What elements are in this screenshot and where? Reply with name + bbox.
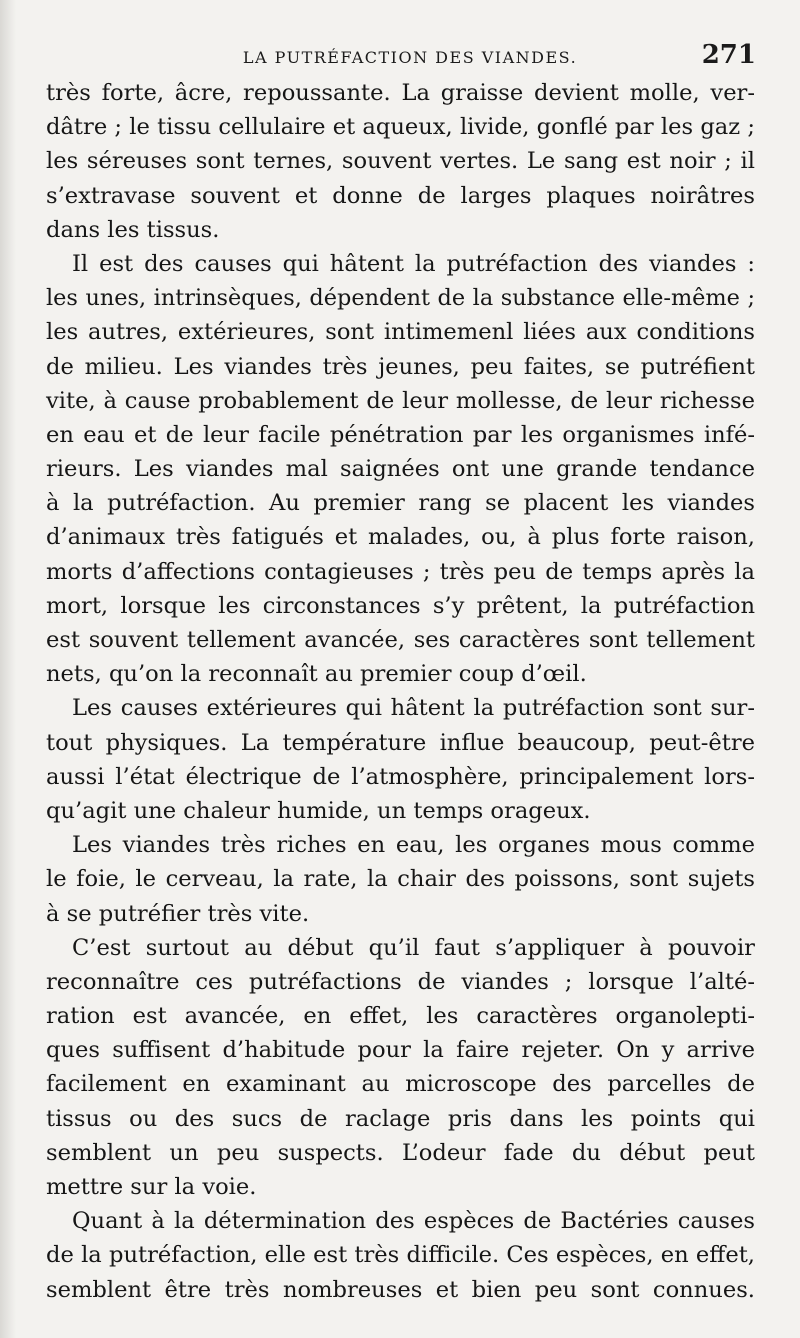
text-line: tissus ou des sucs de raclage pris dans les points qui xyxy=(46,1105,755,1132)
running-title: LA PUTRÉFACTION DES VIANDES. xyxy=(242,48,578,67)
text-line: de milieu. Les viandes très jeunes, peu faites, se putréfient xyxy=(46,353,755,380)
text-line: mort, lorsque les circonstances s’y prêtent, la putréfaction xyxy=(46,592,755,619)
text-line: très forte, âcre, repoussante. La graisse devient molle, ver- xyxy=(46,80,755,106)
text-line: Il est des causes qui hâtent la putréfaction des viandes : xyxy=(72,250,755,277)
text-line: Les causes extérieures qui hâtent la putréfaction sont sur- xyxy=(72,695,755,722)
text-line: est souvent tellement avancée, ses caractères sont tellement xyxy=(46,627,755,653)
page-number: 271 xyxy=(701,40,756,70)
text-line: mettre sur la voie. xyxy=(46,1174,257,1200)
text-line: aussi l’état électrique de l’atmosphère, principalement lors- xyxy=(46,763,755,790)
text-line: dans les tissus. xyxy=(46,216,220,243)
running-head xyxy=(46,40,756,76)
text-line: les séreuses sont ternes, souvent vertes. Le sang est noir ; il xyxy=(46,148,755,175)
text-line: reconnaître ces putréfactions de viandes ; lorsque l’alté- xyxy=(46,968,755,995)
text-line: à se putréfier très vite. xyxy=(46,900,310,927)
text-line: nets, qu’on la reconnaît au premier coup d’œil. xyxy=(46,661,587,688)
text-line: ration est avancée, en effet, les caractères organolepti- xyxy=(46,1003,755,1030)
text-line: C’est surtout au début qu’il faut s’appliquer à pouvoir xyxy=(72,934,755,961)
body-text xyxy=(46,76,755,1307)
text-line: d’animaux très fatigués et malades, ou, à plus forte raison, xyxy=(46,524,755,551)
text-line: qu’agit une chaleur humide, un temps orageux. xyxy=(46,797,591,824)
text-line: semblent un peu suspects. L’odeur fade du début peut xyxy=(46,1139,755,1166)
text-line: semblent être très nombreuses et bien peu sont connues. xyxy=(46,1276,755,1303)
text-line: le foie, le cerveau, la rate, la chair des poissons, sont sujets xyxy=(46,866,755,893)
text-line: tout physiques. La température influe beaucoup, peut-être xyxy=(46,729,755,756)
text-line: morts d’affections contagieuses ; très peu de temps après la xyxy=(46,558,755,585)
text-line: Quant à la détermination des espèces de Bactéries causes xyxy=(72,1208,755,1235)
text-line: rieurs. Les viandes mal saignées ont une grande tendance xyxy=(46,456,755,483)
text-line: à la putréfaction. Au premier rang se placent les viandes xyxy=(46,490,755,517)
text-line: les unes, intrinsèques, dépendent de la substance elle-même ; xyxy=(46,285,755,312)
text-line: vite, à cause probablement de leur mollesse, de leur richesse xyxy=(46,387,755,414)
page-edge-shadow xyxy=(0,0,16,1338)
text-line: facilement en examinant au microscope des parcelles de xyxy=(46,1071,755,1098)
text-line: s’extravase souvent et donne de larges plaques noirâtres xyxy=(46,182,755,209)
text-line: Les viandes très riches en eau, les organes mous comme xyxy=(72,832,755,859)
text-line: dâtre ; le tissu cellulaire et aqueux, livide, gonflé par les gaz ; xyxy=(46,114,755,141)
text-line: ques suffisent d’habitude pour la faire rejeter. On y arrive xyxy=(46,1037,755,1064)
text-line: les autres, extérieures, sont intimemenl liées aux conditions xyxy=(46,319,755,346)
text-line: en eau et de leur facile pénétration par les organismes infé- xyxy=(46,421,755,448)
text-line: de la putréfaction, elle est très difficile. Ces espèces, en effet, xyxy=(46,1242,755,1269)
